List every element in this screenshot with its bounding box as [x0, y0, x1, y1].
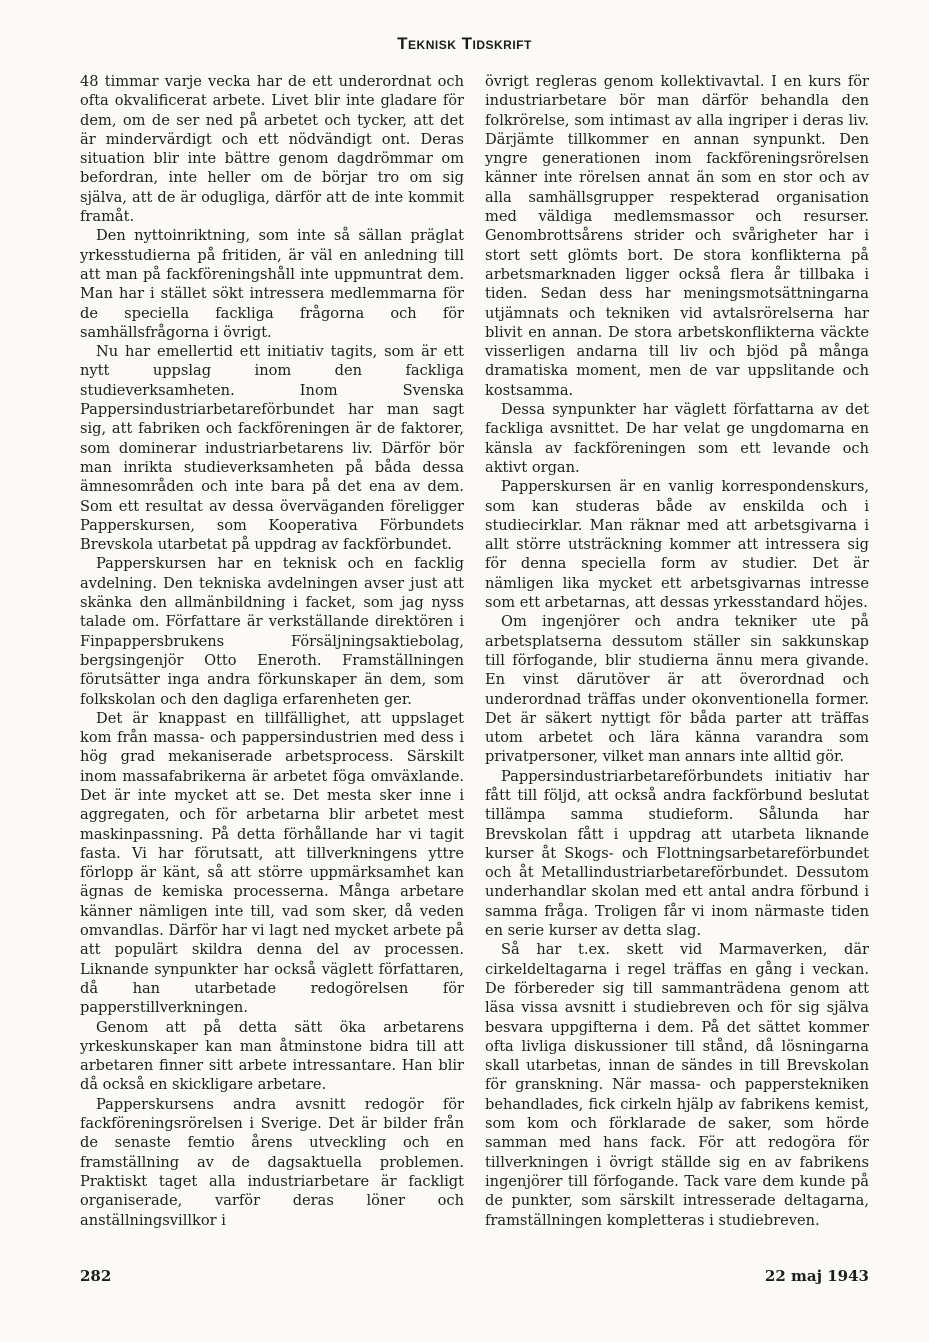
issue-date: 22 maj 1943 — [764, 1267, 869, 1285]
paragraph: Papperskursens andra avsnitt redogör för fackföreningsrörelsen i Sverige. Det är bilder från de senaste femtio årens utveckling och en framställning av de dagsaktuella problemen. Praktiskt taget alla industriarbetare är fackligt organiserade, varför deras löner och anställningsvillkor i — [80, 1095, 464, 1229]
page-number: 282 — [80, 1267, 112, 1285]
paragraph: övrigt regleras genom kollektivavtal. I en kurs för industriarbetare bör man därför behandla den folkrörelse, som intimast av alla ingriper i deras liv. Därjämte tillkommer en annan synpunkt. Den yngre generationen inom fackföreningsrörelsen känner inte rörelsen annat än som en stor och av alla samhällsgrupper respekterad organisation med väldiga medlemsmassor och resurser. Genombrottsårens strider och svårigheter har i stort sett glömts bort. De stora konflikterna på arbetsmarknaden ligger också flera år tillbaka i tiden. Sedan dess har meningsmotsättningarna utjämnats och tekniken vid avtalsrörelserna har blivit en annan. De stora arbetskonflikterna väckte visserligen andarna till liv och bjöd på många dramatiska moment, men de var uppslitande och kostsamma. — [485, 73, 869, 399]
paragraph: Nu har emellertid ett initiativ tagits, som är ett nytt uppslag inom den fackliga studieverksamheten. Inom Svenska Pappersindustriarbetareförbundet har man sagt sig, att fabriken och fackföreningen är de faktorer, som dominerar industriarbetarens liv. Därför bör man inrikta studieverksamheten på båda dessa ämnesområden och inte bara på det ena av dem. Som ett resultat av dessa överväganden föreligger Papperskursen, som Kooperativa Förbundets Brevskola utarbetat på uppdrag av fackförbundet. — [80, 343, 464, 554]
paragraph: Pappersindustriarbetareförbundets initiativ har fått till följd, att också andra fackförbund beslutat tillämpa samma studieform. Sålunda har Brevskolan fått i uppdrag att utarbeta liknande kurser åt Skogs- och Flottningsarbetareförbundet och åt Metallindustriarbetareförbundet. Dessutom underhandlar skolan med ett antal andra förbund i samma fråga. Troligen får vi inom närmaste tiden en serie kurser av detta slag. — [485, 767, 869, 940]
paragraph: Det är knappast en tillfällighet, att uppslaget kom från massa- och pappersindustrien med dess i hög grad mekaniserade arbetsprocess. Särskilt inom massafabrikerna är arbetet föga omväxlande. Det är inte mycket att se. Det mesta sker inne i aggregaten, och för arbetarna blir arbetet mest maskinpassning. På detta förhållande har vi tagit fasta. Vi har förutsatt, att tillverkningens yttre förlopp är känt, så att större uppmärksamhet kan ägnas de kemiska processerna. Många arbetare känner nämligen inte till, vad som sker, då veden omvandlas. Därför har vi lagt ned mycket arbete på att populärt skildra denna del av processen. Liknande synpunkter har också väglett författaren, då han utarbetade redogörelsen för papperstillverkningen. — [80, 709, 464, 1017]
paragraph: Om ingenjörer och andra tekniker ute på arbetsplatserna dessutom ställer sin sakkunskap till förfogande, blir studierna ännu mera givande. En vinst därutöver är att överordnad och underordnad träffas under okonventionella former. Det är säkert nyttigt för båda parter att träffas utom arbetet och lära känna varandra som privatpersoner, vilket man annars inte alltid gör. — [485, 613, 869, 766]
paragraph: Dessa synpunkter har väglett författarna av det fackliga avsnittet. De har velat ge ungdomarna en känsla av fackföreningen som ett levande och aktivt organ. — [485, 401, 869, 476]
paragraph: Den nyttoinriktning, som inte så sällan präglat yrkesstudierna på fritiden, är väl en anledning till att man på fackföreningshåll inte uppmuntrat dem. Man har i stället sökt intressera medlemmarna för de speciella fackliga frågorna och för samhällsfrågorna i övrigt. — [80, 227, 464, 341]
paragraph: Papperskursen är en vanlig korrespondenskurs, som kan studeras både av enskilda och i studiecirklar. Man räknar med att arbetsgivarna i allt större utsträckning kommer att intressera sig för denna speciella form av studier. Det är nämligen lika mycket ett arbetsgivarnas intresse som ett arbetarnas, att dessas yrkesstandard höjes. — [485, 478, 869, 612]
journal-title: Teknisk Tidskrift — [397, 34, 532, 53]
paragraph: Så har t.ex. skett vid Marmaverken, där cirkeldeltagarna i regel träffas en gång i veckan. De förbereder sig till sammanträdena genom att läsa vissa avsnitt i studiebreven och för sig själva besvara uppgifterna i dem. På det sättet kommer ofta livliga diskussioner till stånd, då lösningarna skall utarbetas, innan de sändes in till Brevskolan för granskning. När massa- och papperstekniken behandlades, fick cirkeln hjälp av fabrikens kemist, som kom och förklarade de saker, som hörde samman med hans fack. För att redogöra för tillverkningen i övrigt ställde sig en av fabrikens ingenjörer till förfogande. Tack vare dem kunde på de punkter, som särskilt intresserade deltagarna, framställningen kompletteras i studiebreven. — [485, 941, 869, 1229]
right-column — [485, 72, 869, 1230]
left-column — [80, 72, 464, 1230]
paragraph: Genom att på detta sätt öka arbetarens yrkeskunskaper kan man åtminstone bidra till att arbetaren finner sitt arbete intressantare. Han blir då också en skickligare arbetare. — [80, 1018, 464, 1094]
paragraph: 48 timmar varje vecka har de ett underordnat och ofta okvalificerat arbete. Livet blir inte gladare för dem, om de ser ned på arbetet och tycker, att det är mindervärdigt och ett nödvändigt ont. Deras situation blir inte bättre genom dagdrömmar om befordran, inte heller om de börjar tro om sig själva, att de är odugliga, därför att de inte kommit framåt. — [80, 73, 464, 226]
paragraph: Papperskursen har en teknisk och en facklig avdelning. Den tekniska avdelningen avser just att skänka den allmänbildning i facket, som jag nyss talade om. Författare är verkställande direktören i Finpappersbrukens Försäljningsaktiebolag, bergsingenjör Otto Eneroth. Framställningen förutsätter inga andra förkunskaper än dem, som folkskolan och den dagliga erfarenheten ger. — [80, 555, 464, 708]
running-header — [0, 34, 929, 54]
